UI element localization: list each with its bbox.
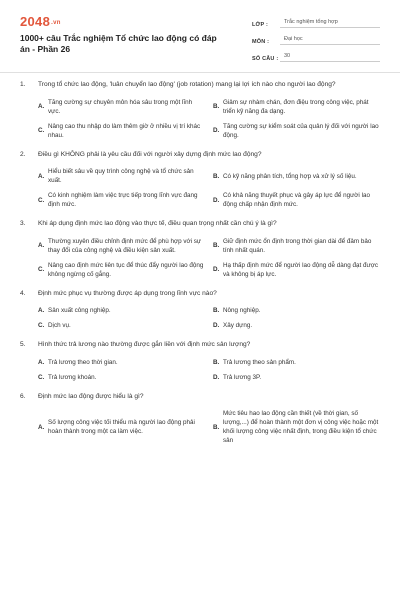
meta-label: SỐ CÂU :	[252, 56, 279, 62]
option-letter: D.	[213, 373, 220, 381]
options	[20, 306, 380, 330]
meta-label: LỚP :	[252, 22, 268, 28]
question-number: 5.	[20, 341, 26, 348]
option-a[interactable]	[38, 98, 205, 116]
question-text	[20, 219, 380, 229]
option-d[interactable]	[213, 321, 380, 330]
option-text: Thường xuyên điều chỉnh định mức để phù hợp với sự thay đổi của công nghệ và điều kiện sản xuất.	[48, 237, 202, 254]
header-divider	[0, 72, 400, 73]
option-letter: A.	[38, 172, 45, 180]
option-letter: B.	[213, 103, 220, 110]
meta-value: 30	[280, 53, 380, 62]
option-text: Trả lương khoán.	[48, 373, 97, 381]
question-5	[20, 340, 380, 382]
question-body: Định mức lao động được hiểu là gì?	[38, 392, 144, 400]
question-body: Định mức phục vụ thường được áp dụng trong lĩnh vực nào?	[38, 289, 217, 297]
option-c[interactable]	[38, 191, 205, 209]
option-text: Dịch vụ.	[48, 322, 71, 329]
question-body: Khi áp dụng định mức lao động vào thực tế, điều quan trọng nhất cần chú ý là gì?	[38, 220, 277, 227]
option-a[interactable]	[38, 409, 205, 445]
meta-row-class	[252, 13, 380, 28]
question-text	[20, 289, 380, 299]
option-letter: D.	[213, 266, 220, 273]
options	[20, 358, 380, 382]
option-d[interactable]	[213, 191, 380, 209]
option-letter: C.	[38, 266, 45, 273]
option-text: Số lượng công việc tối thiểu mà người lao động phải hoàn thành trong một ca làm việc.	[48, 419, 195, 435]
option-b[interactable]	[213, 167, 380, 185]
option-c[interactable]	[38, 261, 205, 279]
options	[20, 98, 380, 140]
site-logo[interactable]	[20, 14, 61, 29]
meta-row-subject	[252, 30, 380, 45]
option-text: Tăng cường sự chuyên môn hóa sâu trong một lĩnh vực.	[48, 98, 193, 115]
option-letter: D.	[213, 322, 220, 329]
question-text	[20, 392, 380, 402]
meta-row-count	[252, 47, 380, 62]
option-text: Hạ thấp định mức để người lao động dễ dàng đạt được và không bị áp lực.	[223, 261, 378, 278]
page-title: 1000+ câu Trắc nghiệm Tổ chức lao động có đáp án - Phần 26	[20, 33, 217, 54]
option-text: Tăng cường sự kiểm soát của quản lý đối với người lao động.	[223, 122, 379, 139]
option-text: Sản xuất công nghiệp.	[48, 307, 111, 314]
question-body: Trong tổ chức lao động, 'luân chuyển lao động' (job rotation) mang lại lợi ích nào cho người lao động?	[38, 81, 336, 88]
question-2	[20, 150, 380, 210]
option-a[interactable]	[38, 167, 205, 185]
question-body: Điều gì KHÔNG phải là yêu cầu đối với người xây dựng định mức lao động?	[38, 150, 262, 158]
question-1	[20, 80, 380, 140]
question-text	[20, 80, 380, 90]
option-d[interactable]	[213, 373, 380, 382]
meta-info	[252, 13, 380, 64]
question-list	[20, 80, 380, 455]
question-number: 6.	[20, 392, 26, 400]
option-text: Có khả năng thuyết phục và gây áp lực để người lao động chấp nhận định mức.	[223, 192, 370, 208]
option-a[interactable]	[38, 306, 205, 315]
option-d[interactable]	[213, 122, 380, 140]
option-c[interactable]	[38, 321, 205, 330]
option-text: Giữ định mức ổn định trong thời gian dài để đảm bảo tính nhất quán.	[223, 237, 372, 254]
option-letter: A.	[38, 358, 45, 366]
option-b[interactable]	[213, 237, 380, 255]
option-text: Nâng cao định mức liên tục để thúc đẩy người lao động không ngừng cố gắng.	[48, 261, 204, 278]
option-letter: D.	[213, 196, 220, 204]
option-letter: C.	[38, 127, 45, 134]
option-letter: D.	[213, 127, 220, 134]
meta-label: MÔN :	[252, 39, 270, 45]
option-letter: A.	[38, 423, 45, 431]
question-4	[20, 289, 380, 331]
options	[20, 167, 380, 209]
options	[20, 237, 380, 279]
option-c[interactable]	[38, 373, 205, 382]
option-letter: C.	[38, 322, 45, 329]
option-text: Trả lương theo thời gian.	[48, 358, 118, 366]
question-text	[20, 340, 380, 350]
question-number: 2.	[20, 150, 26, 158]
meta-value: Trắc nghiệm tổng hợp	[280, 19, 380, 28]
meta-value: Đại học	[280, 36, 380, 45]
question-6	[20, 392, 380, 446]
question-text	[20, 150, 380, 160]
option-d[interactable]	[213, 261, 380, 279]
option-letter: B.	[213, 172, 220, 180]
option-letter: B.	[213, 423, 220, 431]
option-b[interactable]	[213, 358, 380, 367]
question-number: 1.	[20, 81, 26, 88]
option-letter: A.	[38, 103, 45, 110]
option-letter: A.	[38, 307, 45, 314]
option-letter: C.	[38, 373, 45, 381]
option-text: Trả lương 3P.	[223, 373, 262, 381]
header	[0, 0, 400, 64]
option-letter: A.	[38, 242, 45, 249]
option-letter: B.	[213, 242, 220, 249]
option-letter: B.	[213, 307, 220, 314]
option-a[interactable]	[38, 237, 205, 255]
option-text: Nông nghiệp.	[223, 307, 261, 314]
option-text: Nâng cao thu nhập do làm thêm giờ ở nhiều vị trí khác nhau.	[48, 122, 201, 139]
option-letter: B.	[213, 358, 220, 366]
option-text: Hiểu biết sâu về quy trình công nghệ và tổ chức sản xuất.	[48, 168, 194, 184]
option-text: Có kỹ năng phân tích, tổng hợp và xử lý số liệu.	[223, 172, 357, 180]
question-body: Hình thức trả lương nào thường được gắn liền với định mức sản lượng?	[38, 341, 251, 348]
option-text: Mức tiêu hao lao động cần thiết (về thời gian, số lượng,...) để hoàn thành một đơn vị công việc hoặc một khối lượng công việc nhất định, trong điều kiện tổ chức sản	[223, 410, 379, 444]
option-b[interactable]	[213, 98, 380, 116]
option-a[interactable]	[38, 358, 205, 367]
option-b[interactable]	[213, 409, 380, 445]
question-3	[20, 219, 380, 279]
question-number: 4.	[20, 289, 26, 297]
option-text: Có kinh nghiệm làm việc trực tiếp trong lĩnh vực đang định mức.	[48, 192, 198, 208]
option-b[interactable]	[213, 306, 380, 315]
logo-text: 2048	[20, 14, 51, 29]
options	[20, 409, 380, 445]
logo-domain: .vn	[51, 19, 61, 26]
option-letter: C.	[38, 196, 45, 204]
option-text: Giảm sự nhàm chán, đơn điệu trong công việc, phát triển kỹ năng đa dạng.	[223, 98, 369, 115]
option-text: Xây dựng.	[223, 322, 253, 329]
option-c[interactable]	[38, 122, 205, 140]
question-number: 3.	[20, 220, 26, 227]
option-text: Trả lương theo sản phẩm.	[223, 358, 296, 366]
